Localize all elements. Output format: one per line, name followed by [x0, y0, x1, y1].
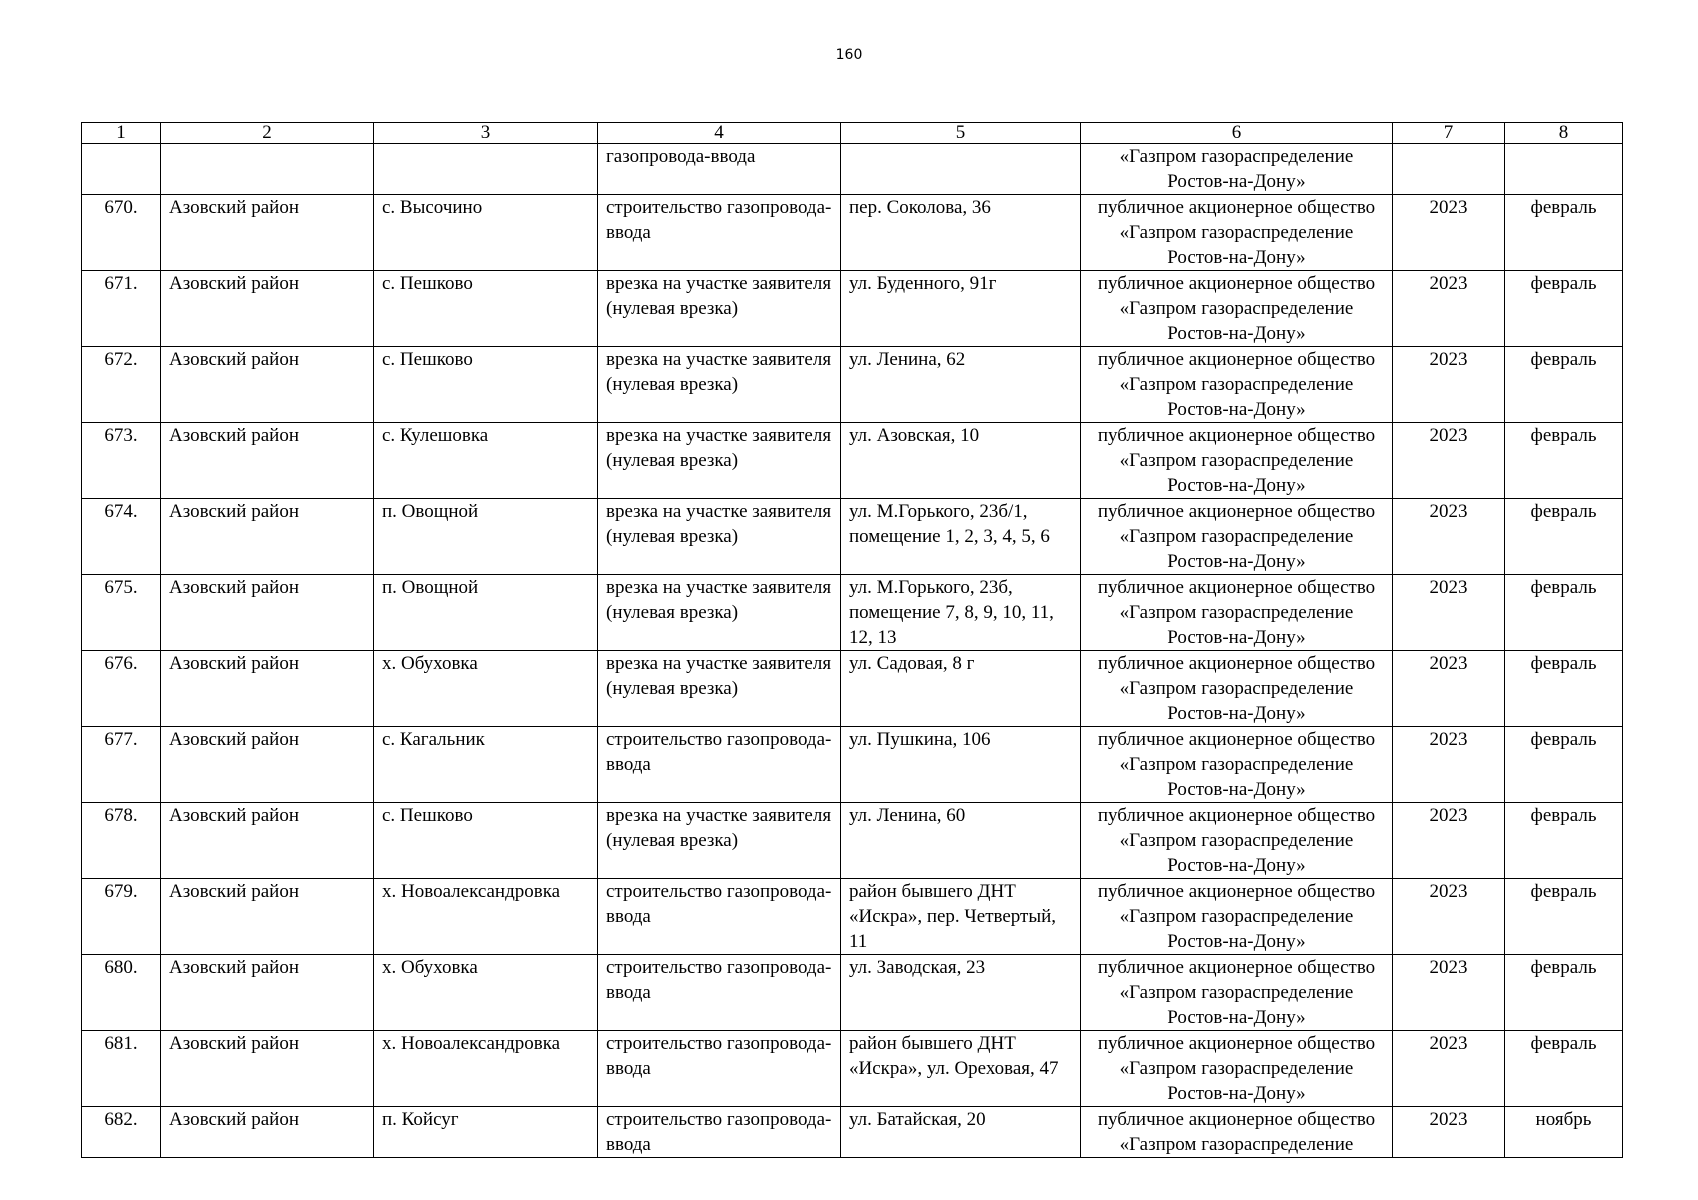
cell-org: публичное акционерное общество «Газпром газораспределение Ростов-на-Дону»	[1081, 1031, 1393, 1107]
cell-year: 2023	[1393, 499, 1505, 575]
cell-work: строительство газопровода-ввода	[598, 879, 841, 955]
cell-address: ул. Заводская, 23	[841, 955, 1081, 1031]
cell-district: Азовский район	[161, 879, 374, 955]
cell-year: 2023	[1393, 803, 1505, 879]
column-header: 1	[82, 123, 161, 144]
cell-address: район бывшего ДНТ «Искра», ул. Ореховая, 47	[841, 1031, 1081, 1107]
cell-year: 2023	[1393, 423, 1505, 499]
cell-settlement: с. Кулешовка	[374, 423, 598, 499]
cell-settlement: х. Обуховка	[374, 651, 598, 727]
cell-number: 676.	[82, 651, 161, 727]
cell-settlement: с. Пешково	[374, 347, 598, 423]
cell-month: ноябрь	[1505, 1107, 1623, 1158]
column-header: 4	[598, 123, 841, 144]
cell-year: 2023	[1393, 955, 1505, 1031]
cell-number: 670.	[82, 195, 161, 271]
cell-work: врезка на участке заявителя (нулевая врезка)	[598, 499, 841, 575]
cell-address: ул. Пушкина, 106	[841, 727, 1081, 803]
cell-address: ул. Садовая, 8 г	[841, 651, 1081, 727]
cell-org: публичное акционерное общество «Газпром газораспределение Ростов-на-Дону»	[1081, 803, 1393, 879]
cell-district: Азовский район	[161, 347, 374, 423]
cell-settlement: п. Койсуг	[374, 1107, 598, 1158]
table-body	[82, 144, 1623, 1158]
cell-org: публичное акционерное общество «Газпром газораспределение Ростов-на-Дону»	[1081, 271, 1393, 347]
cell-org: публичное акционерное общество «Газпром газораспределение Ростов-на-Дону»	[1081, 423, 1393, 499]
table-row	[82, 271, 1623, 347]
cell-org: публичное акционерное общество «Газпром газораспределение Ростов-на-Дону»	[1081, 651, 1393, 727]
cell-work: врезка на участке заявителя (нулевая врезка)	[598, 803, 841, 879]
cell-work: строительство газопровода-ввода	[598, 955, 841, 1031]
cell	[841, 144, 1081, 195]
cell-address: ул. М.Горького, 23б, помещение 7, 8, 9, 10, 11, 12, 13	[841, 575, 1081, 651]
cell-work: строительство газопровода-ввода	[598, 195, 841, 271]
gas-connection-table	[81, 122, 1623, 1158]
cell-work: газопровода-ввода	[598, 144, 841, 195]
table-row	[82, 499, 1623, 575]
cell-district: Азовский район	[161, 499, 374, 575]
cell-work: строительство газопровода-ввода	[598, 1107, 841, 1158]
cell-district: Азовский район	[161, 727, 374, 803]
cell-district: Азовский район	[161, 575, 374, 651]
cell-address: ул. Ленина, 62	[841, 347, 1081, 423]
cell-number: 680.	[82, 955, 161, 1031]
cell-settlement: с. Высочино	[374, 195, 598, 271]
cell-year: 2023	[1393, 575, 1505, 651]
cell-district: Азовский район	[161, 1107, 374, 1158]
cell-month: февраль	[1505, 651, 1623, 727]
cell-org: «Газпром газораспределение Ростов-на-Дону»	[1081, 144, 1393, 195]
cell-year: 2023	[1393, 347, 1505, 423]
column-number-row	[82, 123, 1623, 144]
cell-org: публичное акционерное общество «Газпром газораспределение Ростов-на-Дону»	[1081, 347, 1393, 423]
cell-month: февраль	[1505, 955, 1623, 1031]
cell	[161, 144, 374, 195]
column-header: 6	[1081, 123, 1393, 144]
cell-address: район бывшего ДНТ «Искра», пер. Четвертый, 11	[841, 879, 1081, 955]
cell-settlement: с. Кагальник	[374, 727, 598, 803]
cell-year: 2023	[1393, 1107, 1505, 1158]
cell	[82, 144, 161, 195]
cell-month: февраль	[1505, 195, 1623, 271]
cell-district: Азовский район	[161, 651, 374, 727]
page-number: 160	[835, 47, 863, 63]
cell-district: Азовский район	[161, 803, 374, 879]
cell-address: ул. Азовская, 10	[841, 423, 1081, 499]
table-row	[82, 727, 1623, 803]
cell	[374, 144, 598, 195]
cell-number: 675.	[82, 575, 161, 651]
column-header: 3	[374, 123, 598, 144]
cell-work: врезка на участке заявителя (нулевая врезка)	[598, 347, 841, 423]
cell-settlement: п. Овощной	[374, 499, 598, 575]
cell-number: 672.	[82, 347, 161, 423]
cell-number: 671.	[82, 271, 161, 347]
cell-year: 2023	[1393, 271, 1505, 347]
cell-month: февраль	[1505, 803, 1623, 879]
cell-org: публичное акционерное общество «Газпром газораспределение Ростов-на-Дону»	[1081, 727, 1393, 803]
cell-settlement: х. Обуховка	[374, 955, 598, 1031]
cell-year: 2023	[1393, 879, 1505, 955]
cell	[1393, 144, 1505, 195]
cell-month: февраль	[1505, 879, 1623, 955]
continuation-row	[82, 144, 1623, 195]
cell-month: февраль	[1505, 575, 1623, 651]
cell-number: 674.	[82, 499, 161, 575]
cell-month: февраль	[1505, 1031, 1623, 1107]
cell-district: Азовский район	[161, 271, 374, 347]
cell-month: февраль	[1505, 423, 1623, 499]
cell-org: публичное акционерное общество «Газпром газораспределение Ростов-на-Дону»	[1081, 575, 1393, 651]
cell-district: Азовский район	[161, 955, 374, 1031]
table-row	[82, 575, 1623, 651]
cell-number: 679.	[82, 879, 161, 955]
cell-number: 673.	[82, 423, 161, 499]
cell-month: февраль	[1505, 347, 1623, 423]
cell-address: пер. Соколова, 36	[841, 195, 1081, 271]
cell-year: 2023	[1393, 195, 1505, 271]
column-header: 7	[1393, 123, 1505, 144]
cell-work: строительство газопровода-ввода	[598, 1031, 841, 1107]
cell-district: Азовский район	[161, 195, 374, 271]
cell-settlement: п. Овощной	[374, 575, 598, 651]
column-header: 8	[1505, 123, 1623, 144]
cell-org: публичное акционерное общество «Газпром газораспределение Ростов-на-Дону»	[1081, 499, 1393, 575]
cell-year: 2023	[1393, 727, 1505, 803]
cell-org: публичное акционерное общество «Газпром газораспределение Ростов-на-Дону»	[1081, 955, 1393, 1031]
cell-number: 677.	[82, 727, 161, 803]
cell-settlement: х. Новоалександровка	[374, 879, 598, 955]
cell-work: врезка на участке заявителя (нулевая врезка)	[598, 271, 841, 347]
table-row	[82, 879, 1623, 955]
cell-number: 678.	[82, 803, 161, 879]
cell-number: 681.	[82, 1031, 161, 1107]
table-row	[82, 423, 1623, 499]
cell-settlement: с. Пешково	[374, 803, 598, 879]
table-row	[82, 195, 1623, 271]
table-row	[82, 347, 1623, 423]
column-header: 2	[161, 123, 374, 144]
cell-year: 2023	[1393, 651, 1505, 727]
cell-month: февраль	[1505, 499, 1623, 575]
cell-address: ул. Ленина, 60	[841, 803, 1081, 879]
table-row	[82, 803, 1623, 879]
cell-org: публичное акционерное общество «Газпром газораспределение	[1081, 1107, 1393, 1158]
table-row	[82, 955, 1623, 1031]
cell-settlement: с. Пешково	[374, 271, 598, 347]
cell	[1505, 144, 1623, 195]
cell-number: 682.	[82, 1107, 161, 1158]
cell-district: Азовский район	[161, 1031, 374, 1107]
cell-work: врезка на участке заявителя (нулевая врезка)	[598, 423, 841, 499]
cell-address: ул. Батайская, 20	[841, 1107, 1081, 1158]
table-row	[82, 1031, 1623, 1107]
cell-work: строительство газопровода-ввода	[598, 727, 841, 803]
cell-district: Азовский район	[161, 423, 374, 499]
cell-address: ул. Буденного, 91г	[841, 271, 1081, 347]
cell-address: ул. М.Горького, 23б/1, помещение 1, 2, 3, 4, 5, 6	[841, 499, 1081, 575]
cell-month: февраль	[1505, 727, 1623, 803]
table-row	[82, 1107, 1623, 1158]
cell-org: публичное акционерное общество «Газпром газораспределение Ростов-на-Дону»	[1081, 879, 1393, 955]
cell-org: публичное акционерное общество «Газпром газораспределение Ростов-на-Дону»	[1081, 195, 1393, 271]
cell-work: врезка на участке заявителя (нулевая врезка)	[598, 651, 841, 727]
column-header: 5	[841, 123, 1081, 144]
cell-month: февраль	[1505, 271, 1623, 347]
cell-work: врезка на участке заявителя (нулевая врезка)	[598, 575, 841, 651]
cell-settlement: х. Новоалександровка	[374, 1031, 598, 1107]
table-row	[82, 651, 1623, 727]
cell-year: 2023	[1393, 1031, 1505, 1107]
